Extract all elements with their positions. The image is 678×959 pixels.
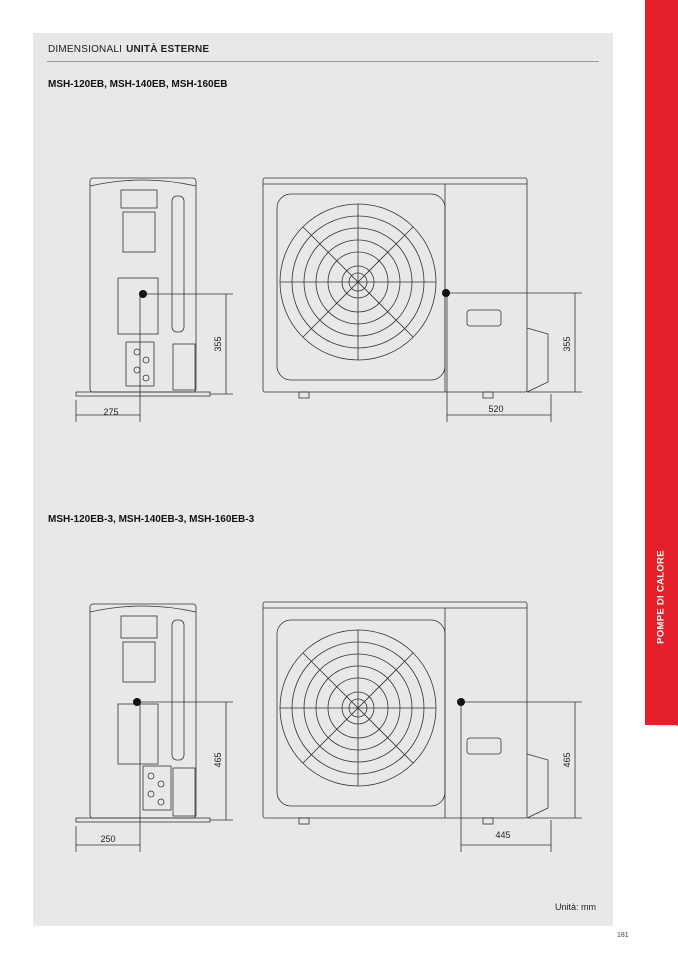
dimension-drawing-1 bbox=[33, 160, 613, 440]
front-center-dot bbox=[457, 698, 465, 706]
side-upper-panel bbox=[123, 642, 155, 682]
header-category: DIMENSIONALI bbox=[48, 44, 123, 55]
front-side-valve bbox=[527, 754, 548, 818]
dim-front-width: 445 bbox=[495, 830, 511, 840]
side-handle bbox=[172, 196, 184, 332]
page-header bbox=[48, 44, 209, 55]
header-divider bbox=[47, 61, 599, 62]
side-base bbox=[76, 392, 210, 396]
dim-front-height: 465 bbox=[562, 752, 572, 768]
dim-side-depth: 275 bbox=[103, 407, 119, 417]
side-top-panel bbox=[121, 190, 157, 208]
side-lower-panel bbox=[118, 278, 158, 334]
front-center-dot bbox=[442, 289, 450, 297]
side-valves bbox=[143, 766, 171, 810]
side-pipe-cover bbox=[173, 768, 195, 816]
side-lower-panel bbox=[118, 704, 158, 764]
side-pipe-cover bbox=[173, 344, 195, 390]
side-base bbox=[76, 818, 210, 822]
dim-front-width: 520 bbox=[488, 404, 504, 414]
front-side-valve bbox=[527, 328, 548, 392]
front-view-body bbox=[263, 602, 527, 818]
side-tab-label: POMPE DI CALORE bbox=[655, 550, 667, 644]
side-upper-panel bbox=[123, 212, 155, 252]
side-handle bbox=[172, 620, 184, 760]
header-section: UNITÀ ESTERNE bbox=[126, 44, 210, 55]
fan-grille-frame bbox=[277, 620, 445, 806]
side-top-panel bbox=[121, 616, 157, 638]
side-center-dot bbox=[133, 698, 141, 706]
units-note: Unità: mm bbox=[554, 902, 596, 912]
side-tab-corner bbox=[645, 710, 678, 726]
page-number: 181 bbox=[617, 932, 629, 939]
fan-grille-frame bbox=[277, 194, 445, 380]
dim-side-depth: 250 bbox=[100, 834, 116, 844]
dim-side-height: 355 bbox=[213, 336, 223, 352]
dim-front-height: 355 bbox=[562, 336, 572, 352]
front-view-body bbox=[263, 178, 527, 392]
front-handle bbox=[467, 738, 501, 754]
dimension-drawing-2 bbox=[33, 590, 613, 870]
front-handle bbox=[467, 310, 501, 326]
side-center-dot bbox=[139, 290, 147, 298]
model-title-1: MSH-120EB, MSH-140EB, MSH-160EB bbox=[48, 79, 228, 90]
model-title-2: MSH-120EB-3, MSH-140EB-3, MSH-160EB-3 bbox=[48, 514, 255, 525]
dim-side-height: 465 bbox=[213, 752, 223, 768]
